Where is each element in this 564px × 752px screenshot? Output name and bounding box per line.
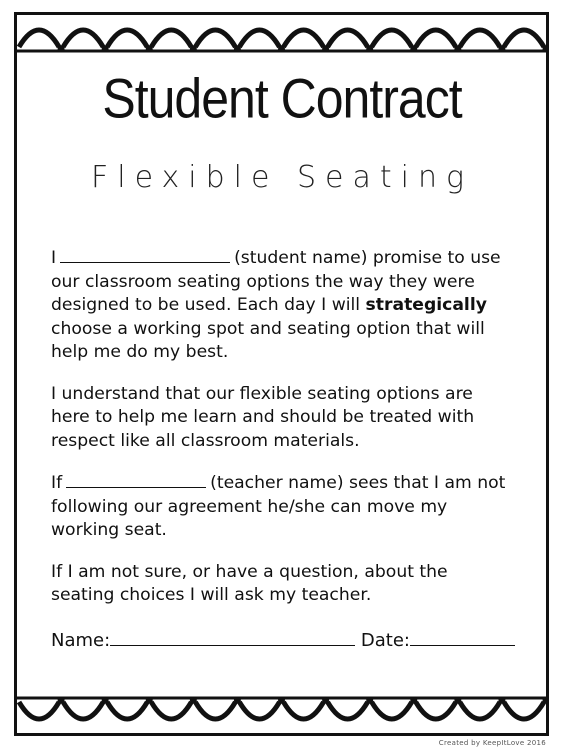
date-field[interactable] [410,629,515,646]
student-name-blank[interactable] [60,246,230,263]
date-label: Date: [360,630,410,651]
paragraph-promise [51,246,513,365]
name-label: Name: [51,630,111,651]
paragraph-respect: I understand that our flexible seating options are here to help me learn and should be treated with respect like all classroom materials. [51,383,475,451]
page-subtitle: Flexible Seating [91,160,473,195]
paragraph-teacher [51,471,513,543]
paragraph-promise-pronoun: I [51,248,57,268]
paragraph-questions: If I am not sure, or have a question, about the seating choices I will ask my teacher. [51,561,448,605]
name-field[interactable] [110,629,355,646]
credit-text: Created by KeepItLove 2016 [438,739,546,747]
teacher-name-blank[interactable] [66,471,206,488]
signature-line [51,629,513,651]
paragraph-teacher-if: If [51,473,63,493]
scallop-border-bottom [17,694,546,734]
page-title: Student Contract [102,67,462,130]
paragraph-promise-text-a: (student name) promise to use our classroom seating options the way they were designed to be used. Each day I will [51,248,501,315]
paragraph-teacher-text: (teacher name) sees that I am not following our agreement he/she can move my working seat. [51,473,506,540]
paragraph-promise-emphasis: strategically [365,295,487,315]
scallop-border-top [17,15,546,55]
paragraph-promise-text-b: choose a working spot and seating option that will help me do my best. [51,318,485,362]
contract-body [51,246,513,626]
